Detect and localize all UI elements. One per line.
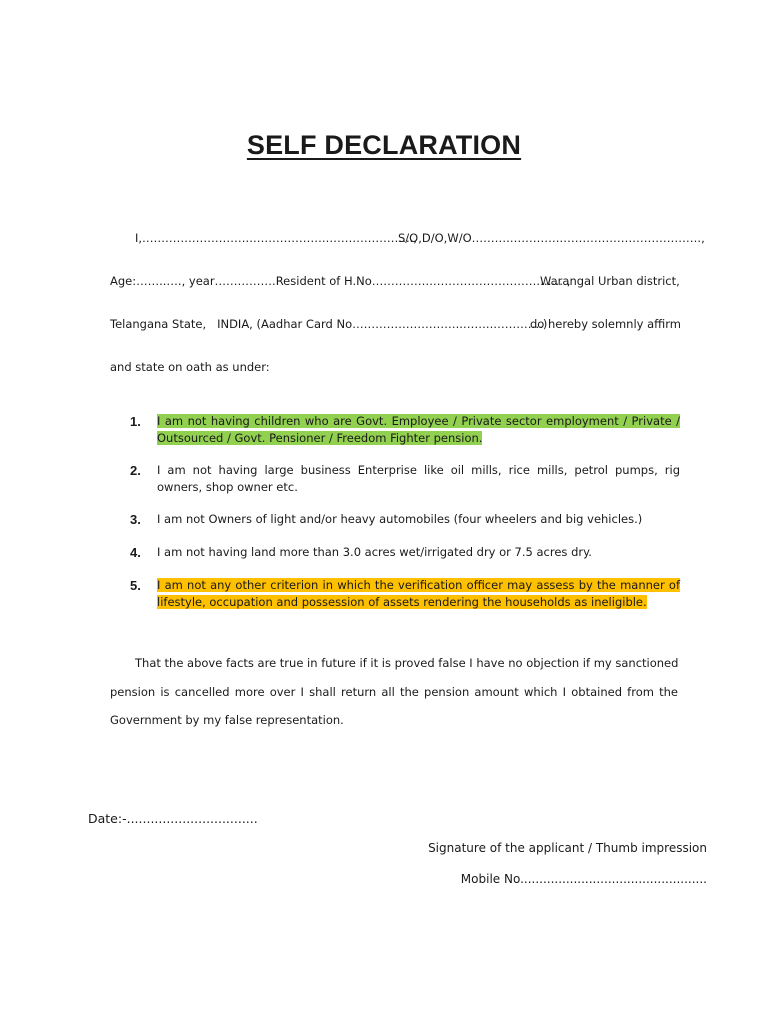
item-number: 4. <box>130 545 141 560</box>
item-number: 5. <box>130 578 141 593</box>
intro-district: Warangal Urban district, <box>540 274 680 288</box>
page-title: SELF DECLARATION <box>246 130 522 160</box>
intro-name-field: I,………………………..……………….………………….., <box>135 231 417 245</box>
declaration-item-2 <box>130 462 680 498</box>
declaration-item-1 <box>130 413 680 449</box>
closing-line-1: That the above facts are true in future if it is proved false I have no objection if my sanctioned <box>135 656 679 670</box>
mobile-field: Mobile No................................................. <box>460 872 707 886</box>
item-text: I am not Owners of light and/or heavy automobiles (four wheelers and big vehicles.) <box>157 512 643 526</box>
declaration-item-5 <box>130 577 680 613</box>
item-text: I am not having land more than 3.0 acres wet/irrigated dry or 7.5 acres dry. <box>157 545 592 559</box>
item-text: I am not having large business Enterprise like oil mills, rice mills, petrol pumps, rig owners, shop owner etc. <box>157 463 680 494</box>
intro-oath: and state on oath as under: <box>110 360 270 374</box>
item-text: I am not any other criterion in which the verification officer may assess by the manner of lifestyle, occupation and possession of assets rendering the households as ineligible. <box>157 578 680 609</box>
signature-label: Signature of the applicant / Thumb impression <box>428 841 707 855</box>
item-number: 3. <box>130 512 141 527</box>
item-text: I am not having children who are Govt. Employee / Private sector employment / Private / Outsourced / Govt. Pensioner / Freedom Fighter pension. <box>157 414 680 445</box>
declaration-item-4 <box>130 544 680 562</box>
intro-age-residence: Age:……..…., year…………….Resident of H.No…………….……………………….…… , <box>110 274 571 288</box>
intro-state-aadhar: Telangana State, INDIA, (Aadhar Card No………………………..……..………….) <box>110 317 548 331</box>
declaration-item-3 <box>130 511 680 529</box>
intro-affirm: do hereby solemnly affirm <box>530 317 682 331</box>
item-number: 1. <box>130 414 141 429</box>
intro-relation-field: S/O,D/O,W/O……….………….………………………………., <box>398 231 705 245</box>
closing-line-2: pension is cancelled more over I shall return all the pension amount which I obtained from the <box>110 685 678 699</box>
closing-line-3: Government by my false representation. <box>110 713 344 727</box>
date-field: Date:-................................. <box>88 811 258 826</box>
item-number: 2. <box>130 463 141 478</box>
